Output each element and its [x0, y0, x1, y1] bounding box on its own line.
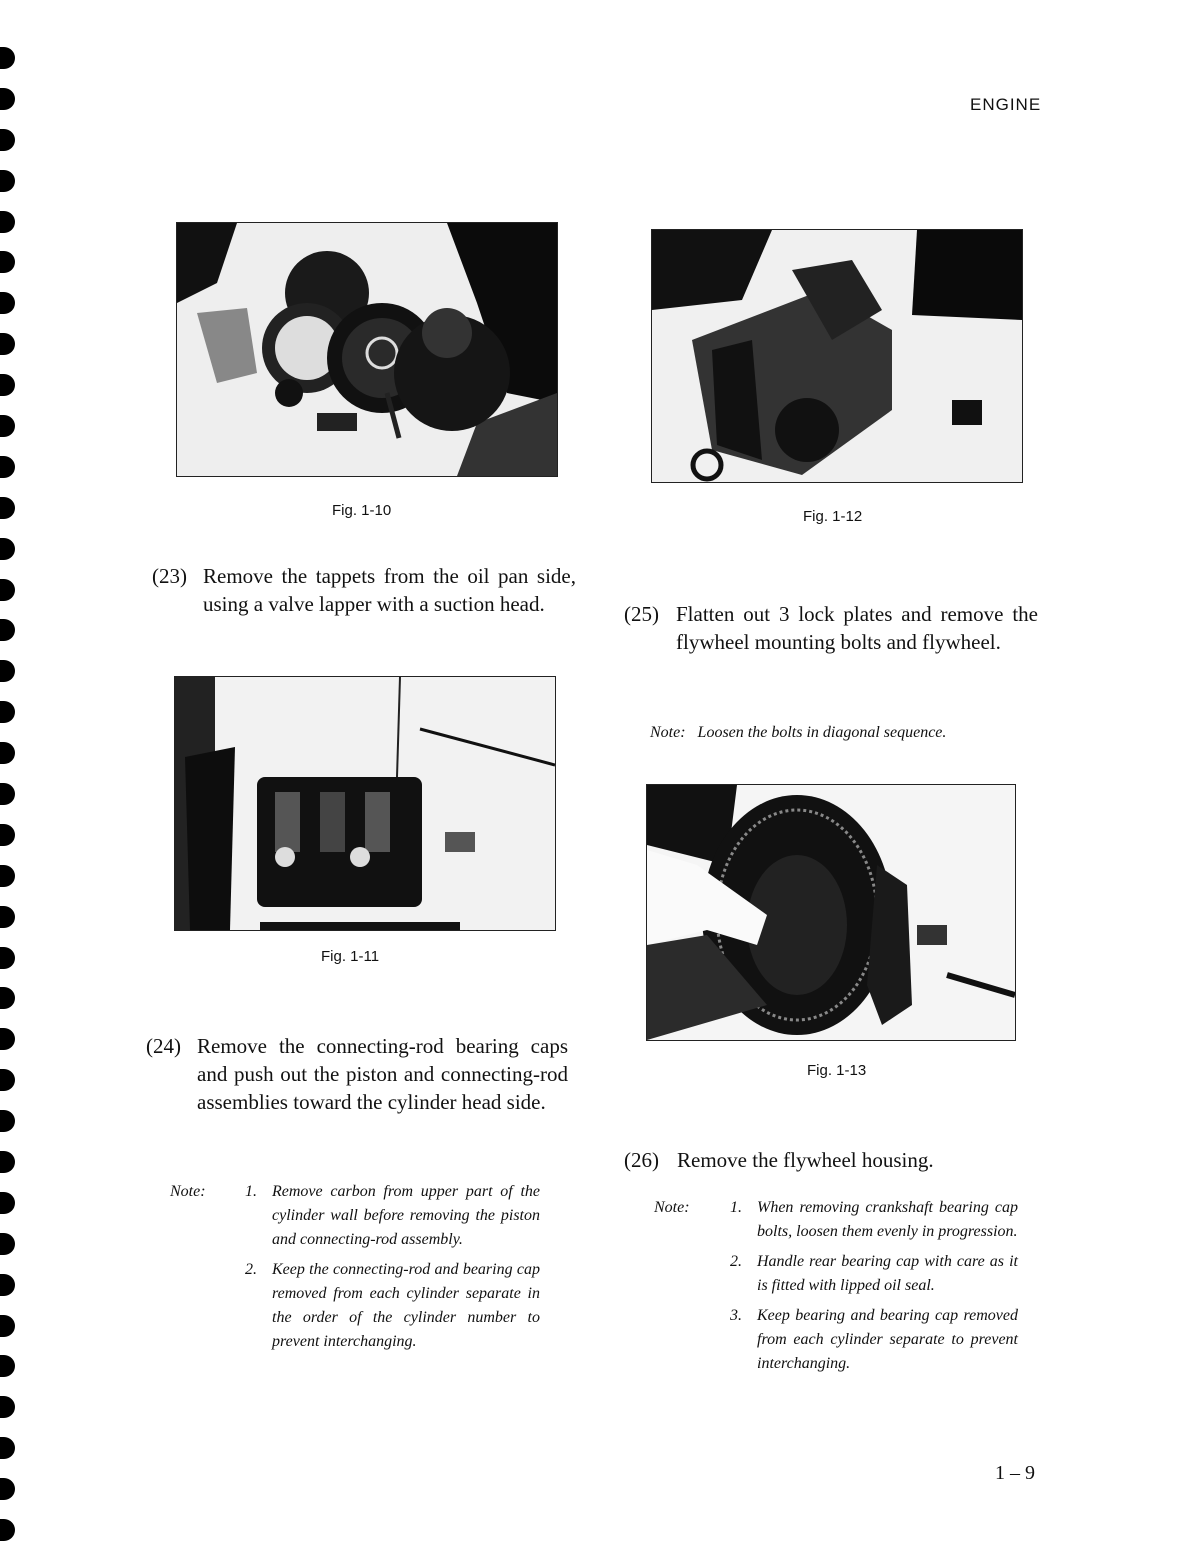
- step-26-text: Remove the flywheel housing.: [677, 1148, 934, 1172]
- binder-hole-icon: [0, 88, 15, 110]
- binder-hole-icon: [0, 251, 15, 273]
- binder-hole-icon: [0, 497, 15, 519]
- step-26-number: (26): [624, 1148, 659, 1172]
- step-24-note-item-1: 1. Remove carbon from upper part of the cylinder wall before removing the piston and connecting-rod assembly.: [245, 1183, 540, 1248]
- binder-hole-icon: [0, 660, 15, 682]
- binder-hole-icon: [0, 1192, 15, 1214]
- figure-1-11-caption: Fig. 1-11: [321, 948, 380, 965]
- binder-hole-icon: [0, 865, 15, 887]
- binder-hole-icon: [0, 1151, 15, 1173]
- binder-hole-icon: [0, 1110, 15, 1132]
- figure-1-10-caption: Fig. 1-10: [332, 502, 392, 519]
- binder-hole-icon: [0, 824, 15, 846]
- engine-gears-photo-icon: [177, 223, 557, 476]
- binder-hole-icon: [0, 619, 15, 641]
- binder-hole-icon: [0, 701, 15, 723]
- binder-hole-icon: [0, 538, 15, 560]
- figure-1-11-photo: [174, 676, 556, 931]
- binder-hole-icon: [0, 129, 15, 151]
- step-23: [152, 562, 576, 618]
- figure-1-12-caption: Fig. 1-12: [803, 508, 863, 525]
- binder-hole-icon: [0, 333, 15, 355]
- page-number: 1 – 9: [995, 1462, 1035, 1484]
- binder-hole-icon: [0, 1069, 15, 1091]
- step-24-text: Remove the connecting-rod bearing caps and push out the piston and connecting-rod assemblies toward the cylinder head side.: [197, 1034, 568, 1114]
- binder-hole-icon: [0, 47, 15, 69]
- step-25-number: (25): [624, 602, 659, 626]
- binder-hole-icon: [0, 1028, 15, 1050]
- step-23-text: Remove the tappets from the oil pan side, using a valve lapper with a suction head.: [203, 564, 576, 616]
- binder-hole-icon: [0, 947, 15, 969]
- step-24-note-label: Note:: [170, 1183, 206, 1200]
- step-24-number: (24): [146, 1034, 181, 1058]
- step-26: [624, 1146, 1038, 1174]
- binder-hole-icon: [0, 1396, 15, 1418]
- figure-1-13-caption: Fig. 1-13: [807, 1062, 867, 1079]
- binder-hole-icon: [0, 1355, 15, 1377]
- binder-hole-icon: [0, 783, 15, 805]
- step-26-note-label: Note:: [654, 1199, 690, 1216]
- step-25-text: Flatten out 3 lock plates and remove the flywheel mounting bolts and flywheel.: [676, 602, 1038, 654]
- binder-hole-icon: [0, 374, 15, 396]
- step-24-note: [170, 1180, 540, 1360]
- step-24-note-item-2: 2. Keep the connecting-rod and bearing cap removed from each cylinder separate in the order of the cylinder number to prevent interchanging.: [245, 1261, 540, 1350]
- binder-holes: [0, 0, 20, 1544]
- binder-hole-icon: [0, 1315, 15, 1337]
- binder-hole-icon: [0, 906, 15, 928]
- step-23-number: (23): [152, 564, 187, 588]
- binder-hole-icon: [0, 211, 15, 233]
- figure-1-13-photo: [646, 784, 1016, 1041]
- binder-hole-icon: [0, 1478, 15, 1500]
- step-25-note-text: Loosen the bolts in diagonal sequence.: [697, 724, 947, 741]
- step-26-note-item-3: 3. Keep bearing and bearing cap removed from each cylinder separate to prevent interchanging.: [730, 1307, 1018, 1372]
- step-25: [624, 600, 1038, 656]
- flywheel-removal-photo-icon: [647, 785, 1015, 1040]
- binder-hole-icon: [0, 456, 15, 478]
- step-26-note-item-1: 1. When removing crankshaft bearing cap bolts, loosen them evenly in progression.: [730, 1199, 1018, 1240]
- binder-hole-icon: [0, 742, 15, 764]
- step-25-note: [650, 721, 1040, 745]
- binder-hole-icon: [0, 170, 15, 192]
- binder-hole-icon: [0, 1233, 15, 1255]
- step-26-note: [654, 1196, 1018, 1382]
- binder-hole-icon: [0, 1519, 15, 1541]
- cylinder-block-photo-icon: [175, 677, 555, 930]
- binder-hole-icon: [0, 579, 15, 601]
- figure-1-12-photo: [651, 229, 1023, 483]
- binder-hole-icon: [0, 415, 15, 437]
- binder-hole-icon: [0, 987, 15, 1009]
- step-26-note-item-2: 2. Handle rear bearing cap with care as it is fitted with lipped oil seal.: [730, 1253, 1018, 1294]
- engine-block-photo-icon: [652, 230, 1022, 482]
- binder-hole-icon: [0, 1274, 15, 1296]
- binder-hole-icon: [0, 1437, 15, 1459]
- binder-hole-icon: [0, 292, 15, 314]
- step-24: [146, 1032, 568, 1116]
- figure-1-10-photo: [176, 222, 558, 477]
- step-25-note-label: Note:: [650, 724, 686, 741]
- section-header: ENGINE: [970, 95, 1042, 114]
